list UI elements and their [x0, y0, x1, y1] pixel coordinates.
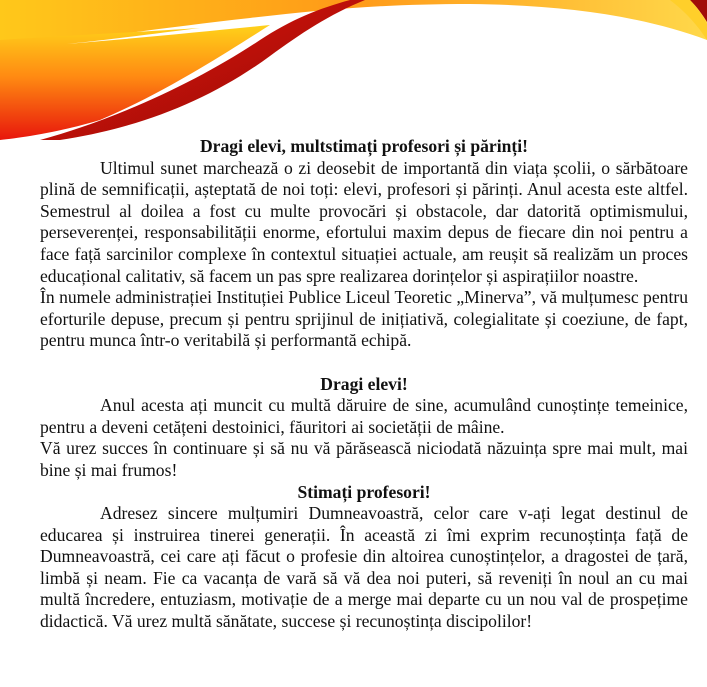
- paragraph-students-wish: Vă urez succes în continuare și să nu vă părăsească niciodată năzuința spre mai mult, mai bine și mai frumos!: [40, 438, 688, 480]
- paragraph-intro: Ultimul sunet marchează o zi deosebit de importantă din viața școlii, o sărbătoare plină de semnificații, așteptată de noi toți: elevi, profesori și părinți. Anul acesta este altfel. Semestrul al doilea a fost cu multe provocări și obstacole, dar datorită optimismului, perseverenței, responsabilității enorme, efortului maxim depus de fiecare din noi pentru a face față sarcinilor complexe în contextul situației actuale, am reușit să realizăm un proces educațional calitativ, să facem un pas spre realizarea dorințelor și aspirațiilor noastre.: [40, 157, 688, 286]
- spacer: [40, 352, 688, 374]
- paragraph-thanks: În numele administrației Instituției Publice Liceul Teoretic „Minerva”, vă mulțumesc pentru eforturile depuse, precum și pentru sprijinul de inițiativă, colegialitate și coeziune, de fapt, pentru munca într-o veritabilă și performantă echipă.: [40, 287, 688, 351]
- heading-teachers: Stimați profesori!: [297, 481, 431, 502]
- letter-document: [40, 136, 688, 633]
- heading-students: Dragi elevi!: [320, 373, 408, 394]
- paragraph-students: Anul acesta ați muncit cu multă dăruire de sine, acumulând cunoștințe temeinice, pentru a deveni cetățeni destoinici, făuritori ai societății de mâine.: [40, 395, 688, 437]
- heading-main: Dragi elevi, multstimați profesori și părinți!: [199, 136, 529, 156]
- decorative-wave-banner: [0, 0, 707, 140]
- paragraph-teachers: Adresez sincere mulțumiri Dumneavoastră, celor care v-ați legat destinul de educarea și instruirea tinerei generații. În această zi îmi exprim recunoștința față de Dumneavoastră, cei care ați făcut o profesie din altoirea cunoștințelor, a dragostei de țară, limbă și neam. Fie ca vacanța de vară să vă dea noi puteri, să reveniți în noul an cu mai multă încredere, entuziasm, motivație de a merge mai departe cu un nou val de prospețime didactică. Vă urez multă sănătate, succese și recunoștința discipolilor!: [40, 503, 688, 632]
